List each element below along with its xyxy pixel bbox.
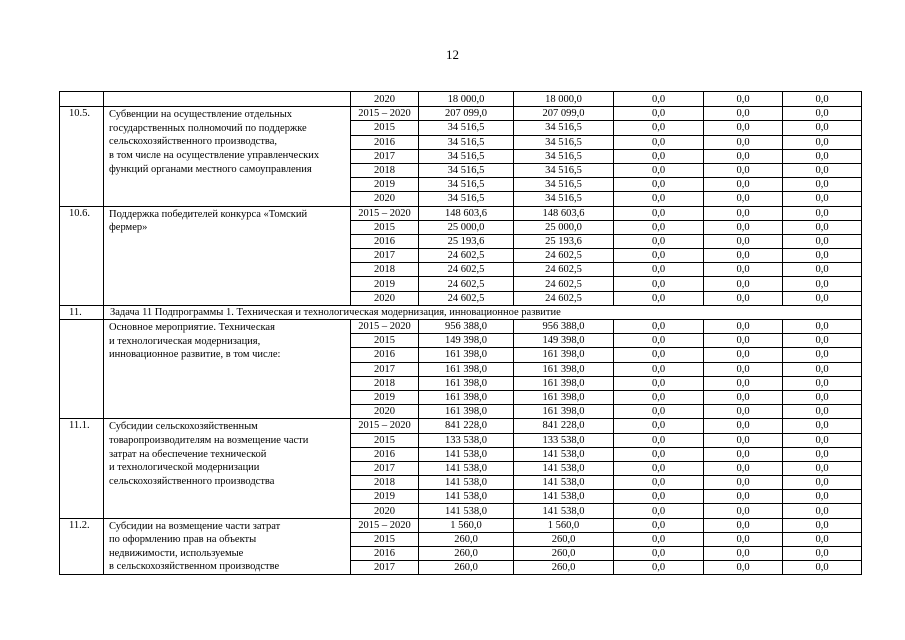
zero-value-cell: 0,0: [614, 178, 704, 192]
period-cell: 2016: [351, 135, 419, 149]
budget-amount-cell: 1 560,0: [514, 518, 614, 532]
total-amount-cell: 260,0: [419, 532, 514, 546]
zero-value-cell: 0,0: [614, 320, 704, 334]
period-cell: 2017: [351, 561, 419, 575]
zero-value-cell: 0,0: [704, 192, 783, 206]
total-amount-cell: 161 398,0: [419, 405, 514, 419]
zero-value-cell: 0,0: [614, 206, 704, 220]
description-line: Поддержка победителей конкурса «Томский: [109, 208, 308, 220]
budget-amount-cell: 260,0: [514, 532, 614, 546]
budget-amount-cell: 25 193,6: [514, 234, 614, 248]
budget-amount-cell: 24 602,5: [514, 263, 614, 277]
zero-value-cell: 0,0: [704, 249, 783, 263]
zero-value-cell: 0,0: [783, 277, 862, 291]
zero-value-cell: 0,0: [783, 348, 862, 362]
zero-value-cell: 0,0: [783, 149, 862, 163]
total-amount-cell: 841 228,0: [419, 419, 514, 433]
zero-value-cell: 0,0: [783, 334, 862, 348]
total-amount-cell: 25 193,6: [419, 234, 514, 248]
zero-value-cell: 0,0: [783, 135, 862, 149]
zero-value-cell: 0,0: [783, 376, 862, 390]
zero-value-cell: 0,0: [783, 490, 862, 504]
table-row: [60, 107, 862, 121]
period-cell: 2015: [351, 532, 419, 546]
description-cell: [104, 107, 351, 206]
zero-value-cell: 0,0: [783, 405, 862, 419]
zero-value-cell: 0,0: [783, 206, 862, 220]
total-amount-cell: 25 000,0: [419, 220, 514, 234]
description-line: сельскохозяйственного производства,: [109, 136, 278, 148]
table-row: [60, 419, 862, 433]
budget-amount-cell: 34 516,5: [514, 121, 614, 135]
total-amount-cell: 141 538,0: [419, 504, 514, 518]
period-cell: 2018: [351, 263, 419, 277]
zero-value-cell: 0,0: [783, 263, 862, 277]
description-line: и технологической модернизации: [109, 462, 260, 474]
description-cell: [104, 320, 351, 419]
zero-value-cell: 0,0: [783, 561, 862, 575]
zero-value-cell: 0,0: [614, 447, 704, 461]
total-amount-cell: 141 538,0: [419, 461, 514, 475]
period-cell: 2019: [351, 277, 419, 291]
budget-amount-cell: 149 398,0: [514, 334, 614, 348]
total-amount-cell: 207 099,0: [419, 107, 514, 121]
zero-value-cell: 0,0: [614, 163, 704, 177]
budget-amount-cell: 25 000,0: [514, 220, 614, 234]
zero-value-cell: 0,0: [704, 263, 783, 277]
table-row: [60, 92, 862, 107]
zero-value-cell: 0,0: [704, 433, 783, 447]
budget-amount-cell: 260,0: [514, 561, 614, 575]
zero-value-cell: 0,0: [783, 249, 862, 263]
zero-value-cell: 0,0: [704, 461, 783, 475]
zero-value-cell: 0,0: [783, 547, 862, 561]
zero-value-cell: 0,0: [783, 121, 862, 135]
budget-amount-cell: 141 538,0: [514, 504, 614, 518]
zero-value-cell: 0,0: [614, 547, 704, 561]
period-cell: 2016: [351, 547, 419, 561]
zero-value-cell: 0,0: [783, 92, 862, 107]
period-cell: 2015: [351, 433, 419, 447]
total-amount-cell: 34 516,5: [419, 121, 514, 135]
zero-value-cell: 0,0: [614, 433, 704, 447]
total-amount-cell: 956 388,0: [419, 320, 514, 334]
total-amount-cell: 260,0: [419, 561, 514, 575]
total-amount-cell: 34 516,5: [419, 178, 514, 192]
total-amount-cell: 18 000,0: [419, 92, 514, 107]
zero-value-cell: 0,0: [704, 376, 783, 390]
period-cell: 2019: [351, 178, 419, 192]
zero-value-cell: 0,0: [783, 192, 862, 206]
description-line: по оформлению прав на объекты: [109, 534, 257, 546]
description-cell: [104, 419, 351, 518]
zero-value-cell: 0,0: [783, 178, 862, 192]
zero-value-cell: 0,0: [614, 518, 704, 532]
description-line: в сельскохозяйственном производстве: [109, 561, 280, 573]
total-amount-cell: 1 560,0: [419, 518, 514, 532]
total-amount-cell: 141 538,0: [419, 490, 514, 504]
zero-value-cell: 0,0: [704, 476, 783, 490]
zero-value-cell: 0,0: [783, 220, 862, 234]
zero-value-cell: 0,0: [704, 490, 783, 504]
total-amount-cell: 24 602,5: [419, 249, 514, 263]
period-cell: 2017: [351, 249, 419, 263]
zero-value-cell: 0,0: [614, 149, 704, 163]
total-amount-cell: 141 538,0: [419, 447, 514, 461]
index-cell: 10.5.: [60, 107, 104, 206]
period-cell: 2018: [351, 476, 419, 490]
zero-value-cell: 0,0: [614, 504, 704, 518]
index-cell: [60, 92, 104, 107]
description-line: Основное мероприятие. Техническая: [109, 322, 275, 333]
zero-value-cell: 0,0: [614, 92, 704, 107]
period-cell: 2020: [351, 291, 419, 305]
period-cell: 2019: [351, 390, 419, 404]
zero-value-cell: 0,0: [614, 461, 704, 475]
period-cell: 2016: [351, 447, 419, 461]
zero-value-cell: 0,0: [704, 220, 783, 234]
description-line: затрат на обеспечение технической: [109, 448, 267, 460]
zero-value-cell: 0,0: [783, 461, 862, 475]
zero-value-cell: 0,0: [704, 320, 783, 334]
total-amount-cell: 149 398,0: [419, 334, 514, 348]
zero-value-cell: 0,0: [783, 163, 862, 177]
budget-amount-cell: 133 538,0: [514, 433, 614, 447]
zero-value-cell: 0,0: [704, 447, 783, 461]
budget-amount-cell: 24 602,5: [514, 277, 614, 291]
zero-value-cell: 0,0: [614, 291, 704, 305]
budget-amount-cell: 34 516,5: [514, 192, 614, 206]
period-cell: 2015 – 2020: [351, 518, 419, 532]
zero-value-cell: 0,0: [783, 518, 862, 532]
task-title-cell: Задача 11 Подпрограммы 1. Техническая и технологическая модернизация, инновационное развитие: [104, 305, 862, 319]
period-cell: 2019: [351, 490, 419, 504]
zero-value-cell: 0,0: [614, 476, 704, 490]
zero-value-cell: 0,0: [704, 135, 783, 149]
description-line: сельскохозяйственного производства: [109, 475, 275, 487]
budget-amount-cell: 34 516,5: [514, 149, 614, 163]
zero-value-cell: 0,0: [614, 121, 704, 135]
zero-value-cell: 0,0: [704, 291, 783, 305]
zero-value-cell: 0,0: [614, 234, 704, 248]
zero-value-cell: 0,0: [783, 362, 862, 376]
description-line: и технологическая модернизация,: [109, 335, 261, 347]
description-line: функций органами местного самоуправления: [109, 163, 312, 175]
total-amount-cell: 148 603,6: [419, 206, 514, 220]
period-cell: 2018: [351, 163, 419, 177]
budget-amount-cell: 841 228,0: [514, 419, 614, 433]
zero-value-cell: 0,0: [704, 178, 783, 192]
index-cell: 11.2.: [60, 518, 104, 575]
description-line: Субвенции на осуществление отдельных: [109, 109, 293, 121]
budget-amount-cell: 207 099,0: [514, 107, 614, 121]
total-amount-cell: 161 398,0: [419, 362, 514, 376]
total-amount-cell: 24 602,5: [419, 277, 514, 291]
budget-amount-cell: 161 398,0: [514, 376, 614, 390]
total-amount-cell: 161 398,0: [419, 390, 514, 404]
zero-value-cell: 0,0: [704, 277, 783, 291]
budget-amount-cell: 141 538,0: [514, 447, 614, 461]
period-cell: 2015 – 2020: [351, 320, 419, 334]
zero-value-cell: 0,0: [704, 334, 783, 348]
total-amount-cell: 161 398,0: [419, 348, 514, 362]
budget-amount-cell: 141 538,0: [514, 476, 614, 490]
period-cell: 2020: [351, 192, 419, 206]
period-cell: 2020: [351, 504, 419, 518]
total-amount-cell: 34 516,5: [419, 135, 514, 149]
budget-amount-cell: 34 516,5: [514, 163, 614, 177]
period-cell: 2020: [351, 405, 419, 419]
period-cell: 2015 – 2020: [351, 107, 419, 121]
budget-amount-cell: 161 398,0: [514, 390, 614, 404]
budget-amount-cell: 161 398,0: [514, 405, 614, 419]
zero-value-cell: 0,0: [783, 433, 862, 447]
zero-value-cell: 0,0: [614, 249, 704, 263]
zero-value-cell: 0,0: [783, 476, 862, 490]
description-line: инновационное развитие, в том числе:: [109, 349, 281, 361]
description-cell: [104, 92, 351, 107]
description-line: государственных полномочий по поддержке: [109, 122, 307, 134]
total-amount-cell: 161 398,0: [419, 376, 514, 390]
zero-value-cell: 0,0: [614, 107, 704, 121]
zero-value-cell: 0,0: [704, 149, 783, 163]
index-cell: 10.6.: [60, 206, 104, 305]
period-cell: 2015 – 2020: [351, 206, 419, 220]
zero-value-cell: 0,0: [614, 192, 704, 206]
zero-value-cell: 0,0: [783, 504, 862, 518]
zero-value-cell: 0,0: [614, 348, 704, 362]
zero-value-cell: 0,0: [704, 121, 783, 135]
zero-value-cell: 0,0: [704, 107, 783, 121]
zero-value-cell: 0,0: [704, 348, 783, 362]
period-cell: 2015: [351, 121, 419, 135]
zero-value-cell: 0,0: [614, 220, 704, 234]
zero-value-cell: 0,0: [704, 390, 783, 404]
zero-value-cell: 0,0: [783, 390, 862, 404]
table-body: [60, 92, 862, 575]
total-amount-cell: 133 538,0: [419, 433, 514, 447]
budget-amount-cell: 141 538,0: [514, 490, 614, 504]
zero-value-cell: 0,0: [614, 263, 704, 277]
zero-value-cell: 0,0: [704, 234, 783, 248]
period-cell: 2015: [351, 220, 419, 234]
zero-value-cell: 0,0: [704, 92, 783, 107]
zero-value-cell: 0,0: [783, 447, 862, 461]
total-amount-cell: 34 516,5: [419, 149, 514, 163]
budget-amount-cell: 161 398,0: [514, 362, 614, 376]
total-amount-cell: 141 538,0: [419, 476, 514, 490]
table-row: [60, 206, 862, 220]
period-cell: 2015 – 2020: [351, 419, 419, 433]
zero-value-cell: 0,0: [614, 390, 704, 404]
budget-amount-cell: 34 516,5: [514, 135, 614, 149]
index-cell: [60, 320, 104, 419]
table-row: [60, 518, 862, 532]
zero-value-cell: 0,0: [614, 334, 704, 348]
budget-amount-cell: 141 538,0: [514, 461, 614, 475]
total-amount-cell: 34 516,5: [419, 192, 514, 206]
budget-table: [59, 91, 862, 575]
zero-value-cell: 0,0: [783, 532, 862, 546]
zero-value-cell: 0,0: [704, 163, 783, 177]
period-cell: 2016: [351, 348, 419, 362]
zero-value-cell: 0,0: [783, 291, 862, 305]
budget-amount-cell: 34 516,5: [514, 178, 614, 192]
period-cell: 2020: [351, 92, 419, 107]
zero-value-cell: 0,0: [704, 419, 783, 433]
zero-value-cell: 0,0: [704, 362, 783, 376]
zero-value-cell: 0,0: [704, 518, 783, 532]
zero-value-cell: 0,0: [704, 405, 783, 419]
index-cell: 11.1.: [60, 419, 104, 518]
description-line: в том числе на осуществление управленческих: [109, 149, 320, 161]
period-cell: 2015: [351, 334, 419, 348]
zero-value-cell: 0,0: [614, 532, 704, 546]
task-index-cell: 11.: [60, 305, 104, 319]
description-line: фермер»: [109, 222, 148, 234]
total-amount-cell: 24 602,5: [419, 263, 514, 277]
zero-value-cell: 0,0: [614, 277, 704, 291]
description-line: Субсидии сельскохозяйственным: [109, 421, 258, 433]
budget-amount-cell: 24 602,5: [514, 249, 614, 263]
zero-value-cell: 0,0: [614, 362, 704, 376]
total-amount-cell: 24 602,5: [419, 291, 514, 305]
period-cell: 2017: [351, 461, 419, 475]
period-cell: 2016: [351, 234, 419, 248]
budget-amount-cell: 18 000,0: [514, 92, 614, 107]
zero-value-cell: 0,0: [614, 376, 704, 390]
description-cell: [104, 518, 351, 575]
zero-value-cell: 0,0: [614, 135, 704, 149]
period-cell: 2018: [351, 376, 419, 390]
total-amount-cell: 260,0: [419, 547, 514, 561]
total-amount-cell: 34 516,5: [419, 163, 514, 177]
table-row: [60, 320, 862, 334]
budget-amount-cell: 161 398,0: [514, 348, 614, 362]
zero-value-cell: 0,0: [704, 206, 783, 220]
zero-value-cell: 0,0: [704, 561, 783, 575]
budget-amount-cell: 956 388,0: [514, 320, 614, 334]
budget-amount-cell: 24 602,5: [514, 291, 614, 305]
task-row: [60, 305, 862, 319]
budget-amount-cell: 148 603,6: [514, 206, 614, 220]
zero-value-cell: 0,0: [783, 419, 862, 433]
zero-value-cell: 0,0: [783, 320, 862, 334]
description-line: Субсидии на возмещение части затрат: [109, 520, 281, 532]
zero-value-cell: 0,0: [704, 504, 783, 518]
zero-value-cell: 0,0: [614, 490, 704, 504]
zero-value-cell: 0,0: [614, 561, 704, 575]
zero-value-cell: 0,0: [783, 107, 862, 121]
description-line: недвижимости, используемые: [109, 547, 244, 559]
zero-value-cell: 0,0: [614, 419, 704, 433]
description-line: товаропроизводителям на возмещение части: [109, 434, 309, 446]
budget-amount-cell: 260,0: [514, 547, 614, 561]
period-cell: 2017: [351, 362, 419, 376]
zero-value-cell: 0,0: [704, 532, 783, 546]
zero-value-cell: 0,0: [704, 547, 783, 561]
page-number: 12: [446, 47, 459, 62]
period-cell: 2017: [351, 149, 419, 163]
description-cell: [104, 206, 351, 305]
zero-value-cell: 0,0: [614, 405, 704, 419]
zero-value-cell: 0,0: [783, 234, 862, 248]
